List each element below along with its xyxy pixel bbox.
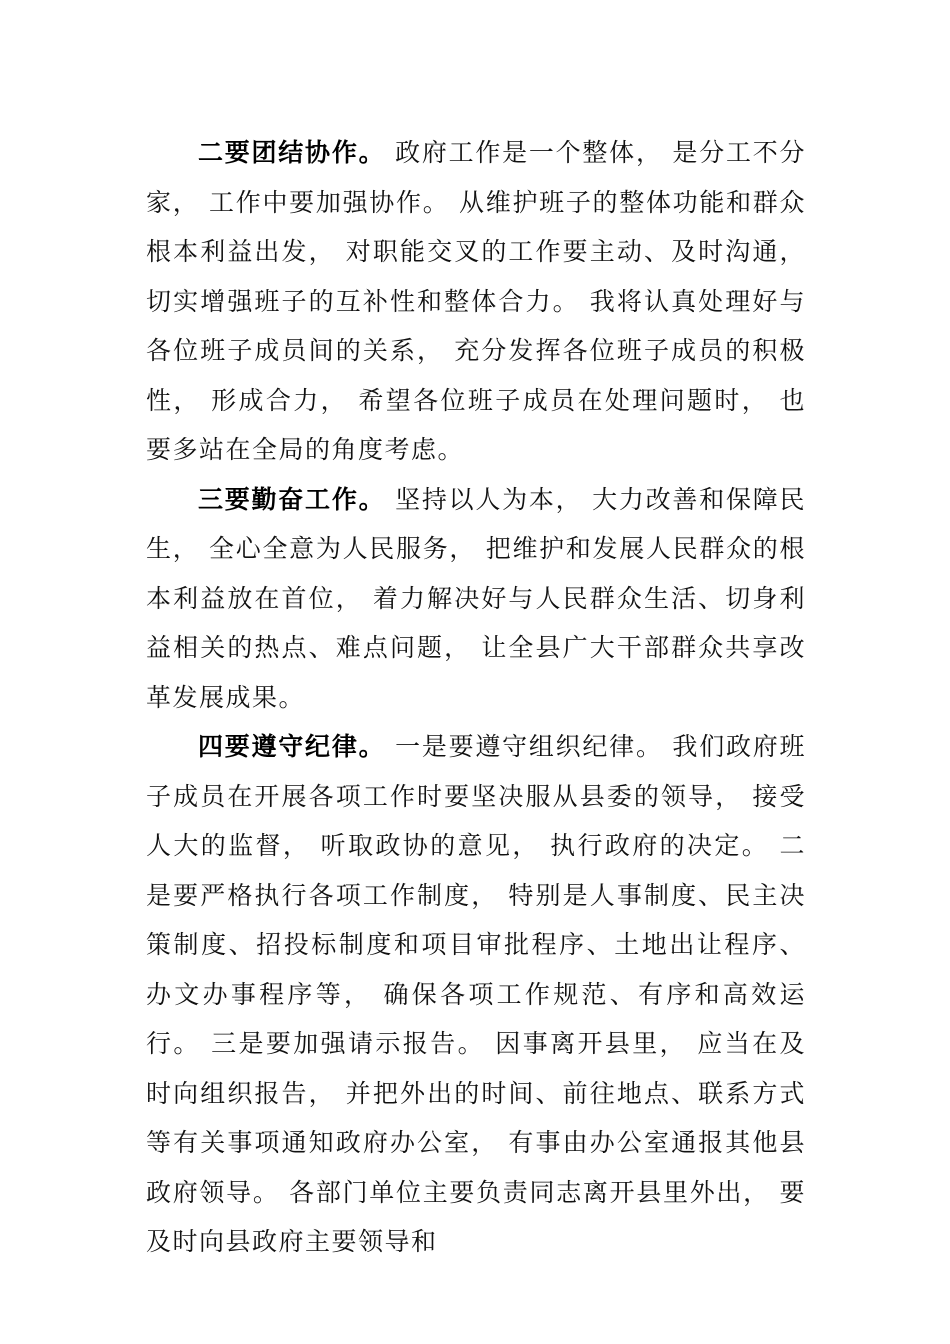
paragraph-diligence <box>146 475 806 723</box>
paragraph-discipline <box>146 722 806 1267</box>
document-body <box>146 128 806 1267</box>
paragraph-text: 一是要遵守组织纪律。 我们政府班子成员在开展各项工作时要坚决服从县委的领导， 接受人大的监督， 听取政协的意见， 执行政府的决定。 二是要严格执行各项工作制度， 特别是人事制度、民主决策制度、招投标制度和项目审批程序、土地出让程序、办文办事程序等， 确保各项工作规范、有序和高效运行。 三是要加强请示报告。 因事离开县里， 应当在及时向组织报告， 并把外出的时间、前往地点、联系方式等有关事项通知政府办公室， 有事由办公室通报其他县政府领导。 各部门单位主要负责同志离开县里外出， 要及时向县政府主要领导和 <box>146 732 806 1256</box>
paragraph-unity <box>146 128 806 475</box>
paragraph-text: 政府工作是一个整体， 是分工不分家， 工作中要加强协作。 从维护班子的整体功能和群众根本利益出发， 对职能交叉的工作要主动、及时沟通， 切实增强班子的互补性和整体合力。 我将认真处理好与各位班子成员间的关系， 充分发挥各位班子成员的积极性， 形成合力， 希望各位班子成员在处理问题时， 也要多站在全局的角度考虑。 <box>146 138 806 464</box>
paragraph-heading: 二要团结协作。 <box>198 138 386 167</box>
paragraph-heading: 四要遵守纪律。 <box>198 732 386 761</box>
paragraph-heading: 三要勤奋工作。 <box>198 484 386 514</box>
paragraph-text: 坚持以人为本， 大力改善和保障民生， 全心全意为人民服务， 把维护和发展人民群众的根本利益放在首位， 着力解决好与人民群众生活、切身利益相关的热点、难点问题， 让全县广大干部群众共享改革发展成果。 <box>146 484 806 712</box>
